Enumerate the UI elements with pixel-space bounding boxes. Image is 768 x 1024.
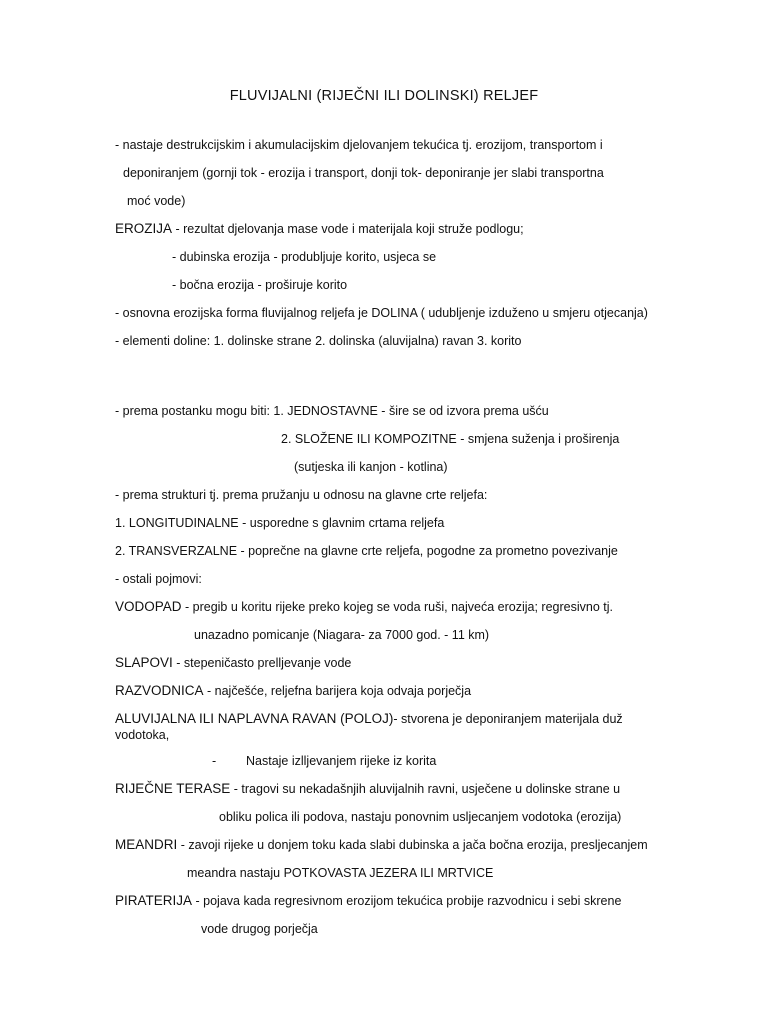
term-definition: - tragovi su nekadašnjih aluvijalnih ravni, usječene u dolinske strane u <box>233 782 621 796</box>
term-erozija: EROZIJA <box>115 221 173 236</box>
term-definition: - zavoji rijeke u donjem toku kada slabi dubinska a jača bočna erozija, presljecanjem <box>180 838 648 852</box>
text-line: - prema postanku mogu biti: 1. JEDNOSTAVNE - šire se od izvora prema ušću <box>115 404 549 418</box>
text-line: meandra nastaju POTKOVASTA JEZERA ILI MRTVICE <box>187 866 494 880</box>
text-line: - osnovna erozijska forma fluvijalnog reljefa je DOLINA ( udubljenje izduženo u smjeru otjecanja) <box>115 306 648 320</box>
text-line: vodotoka, <box>115 728 170 742</box>
text-line: vode drugog porječja <box>201 922 318 936</box>
piraterija-paragraph <box>115 893 621 909</box>
term-definition: - najčešće, reljefna barijera koja odvaja porječja <box>207 684 472 698</box>
text-line: 2. TRANSVERZALNE - poprečne na glavne crte reljefa, pogodne za prometno povezivanje <box>115 544 618 558</box>
meandri-paragraph <box>115 837 648 853</box>
text-line: - ostali pojmovi: <box>115 572 202 586</box>
erozija-paragraph <box>115 221 524 237</box>
razvodnica-paragraph <box>115 683 471 699</box>
text-line: - dubinska erozija - produbljuje korito, usjeca se <box>172 250 437 264</box>
document-title: FLUVIJALNI (RIJEČNI ILI DOLINSKI) RELJEF <box>229 88 539 104</box>
term-definition: - stvorena je deponiranjem materijala duž <box>393 712 623 726</box>
term-definition: - pregib u koritu rijeke preko kojeg se voda ruši, najveća erozija; regresivno tj. <box>185 600 613 614</box>
text-line: 2. SLOŽENE ILI KOMPOZITNE - smjena suženja i proširenja <box>281 432 620 446</box>
term-definition: - rezultat djelovanja mase vode i materijala koji struže podlogu; <box>175 222 524 236</box>
text-line: deponiranjem (gornji tok - erozija i transport, donji tok- deponiranje jer slabi transportna <box>123 166 604 180</box>
text-line: - nastaje destrukcijskim i akumulacijskim djelovanjem tekućica tj. erozijom, transportom i <box>115 138 603 152</box>
bullet-dash: - <box>212 754 217 768</box>
vodopad-paragraph <box>115 599 613 615</box>
text-line: unazadno pomicanje (Niagara- za 7000 god. - 11 km) <box>194 628 490 642</box>
term-definition: - pojava kada regresivnom erozijom tekućica probije razvodnicu i sebi skrene <box>195 894 622 908</box>
term-terase: RIJEČNE TERASE <box>115 781 231 796</box>
text-line: - prema strukturi tj. prema pružanju u odnosu na glavne crte reljefa: <box>115 488 488 502</box>
text-line: - elementi doline: 1. dolinske strane 2. dolinska (aluvijalna) ravan 3. korito <box>115 334 522 348</box>
aluvijalna-paragraph <box>115 711 623 727</box>
term-meandri: MEANDRI <box>115 837 178 852</box>
terase-paragraph <box>115 781 620 797</box>
term-slapovi: SLAPOVI <box>115 655 173 670</box>
text-line: obliku polica ili podova, nastaju ponovnim usljecanjem vodotoka (erozija) <box>219 810 622 824</box>
term-definition: - stepeničasto prelljevanje vode <box>176 656 352 670</box>
term-aluvijalna: ALUVIJALNA ILI NAPLAVNA RAVAN (POLOJ) <box>115 711 394 726</box>
bullet-text: Nastaje izlljevanjem rijeke iz korita <box>246 754 437 768</box>
term-razvodnica: RAZVODNICA <box>115 683 204 698</box>
text-line: 1. LONGITUDINALNE - usporedne s glavnim crtama reljefa <box>115 516 445 530</box>
text-line: - bočna erozija - proširuje korito <box>172 278 348 292</box>
bullet-line <box>212 753 436 769</box>
term-piraterija: PIRATERIJA <box>115 893 193 908</box>
text-line: (sutjeska ili kanjon - kotlina) <box>294 460 448 474</box>
term-vodopad: VODOPAD <box>115 599 182 614</box>
text-line: moć vode) <box>127 194 186 208</box>
slapovi-paragraph <box>115 655 351 671</box>
